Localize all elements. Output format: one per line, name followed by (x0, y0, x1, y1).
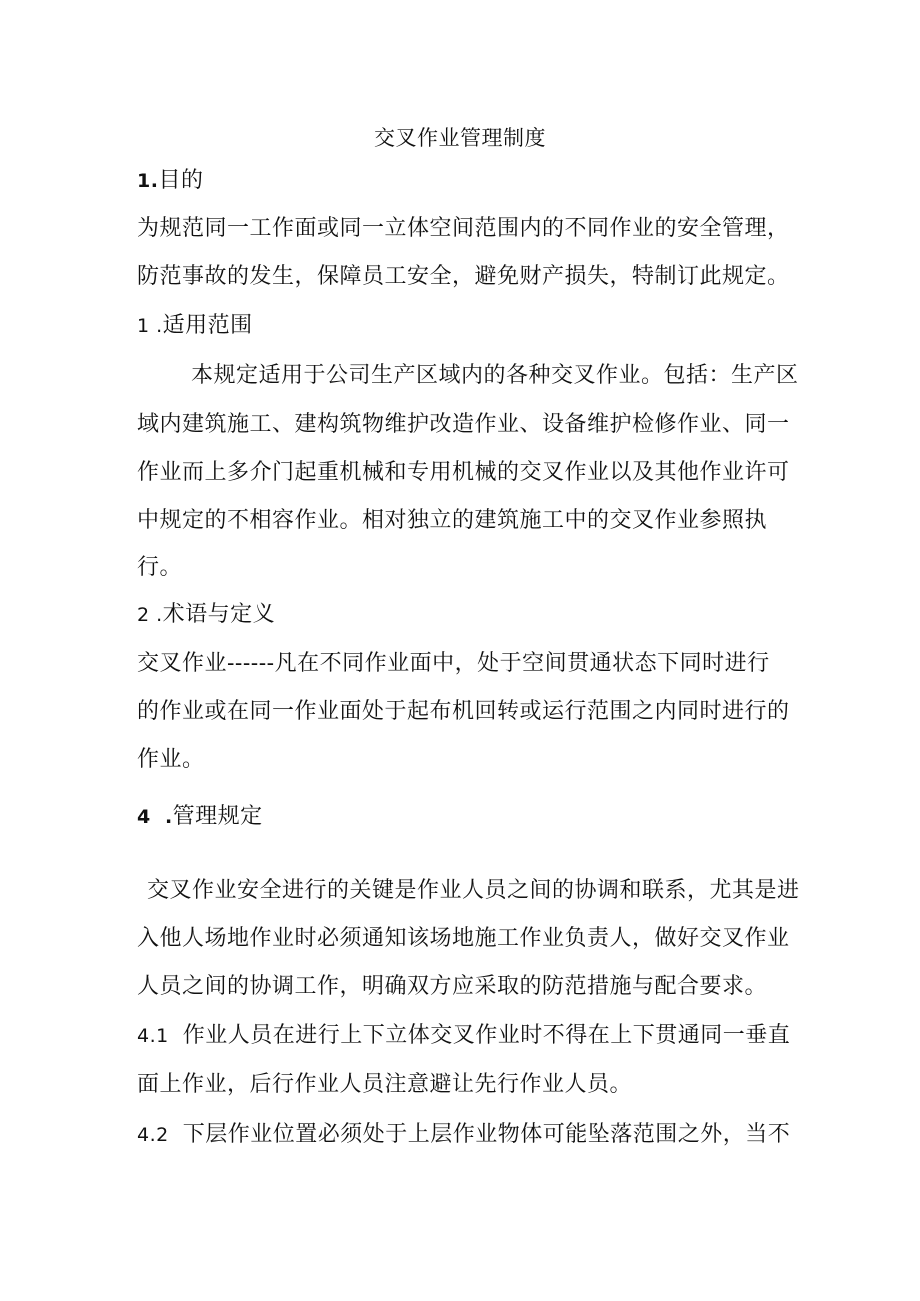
section-heading-text: 适用范围 (162, 313, 253, 338)
section-number: 4 . (137, 806, 173, 828)
paragraph-line: 交叉作业------凡在不同作业面中，处于空间贯通状态下同时进行 (137, 651, 770, 676)
item-text: 下层作业位置必须处于上层作业物体可能坠落范围之外，当不 (182, 1122, 791, 1147)
item-text: 作业人员在进行上下立体交叉作业时不得在上下贯通同一垂直 (182, 1023, 791, 1048)
paragraph-line: 面上作业，后行作业人员注意避让先行作业人员。 (137, 1072, 633, 1097)
paragraph-line: 的作业或在同一作业面处于起布机回转或运行范围之内同时进行的 (137, 699, 790, 724)
item-number: 4.2 (137, 1124, 169, 1146)
section-number: 2 . (137, 604, 163, 626)
section-heading-purpose (137, 166, 203, 196)
section-heading-scope (137, 311, 253, 341)
paragraph-line: 作业。 (137, 747, 205, 772)
section-heading-text: 术语与定义 (162, 602, 276, 627)
item-4-1-line (137, 1021, 790, 1051)
section-heading-text: 目的 (158, 168, 204, 193)
document-title: 交叉作业管理制度 (374, 126, 546, 150)
paragraph-line: 防范事故的发生，保障员工安全，避免财产损失，特制订此规定。 (137, 264, 790, 289)
paragraph-line: 入他人场地作业时必须通知该场地施工作业负责人，做好交叉作业 (137, 926, 790, 951)
paragraph-line: 域内建筑施工、建构筑物维护改造作业、设备维护检修作业、同一 (137, 412, 790, 437)
paragraph-line: 行。 (137, 555, 183, 580)
item-4-2-line (137, 1120, 790, 1150)
paragraph-line: 交叉作业安全进行的关键是作业人员之间的协调和联系，尤其是进 (147, 878, 800, 903)
paragraph-line: 人员之间的协调工作，明确双方应采取的防范措施与配合要求。 (137, 974, 768, 999)
section-heading-rules (137, 802, 263, 832)
paragraph-line: 作业而上多介门起重机械和专用机械的交叉作业以及其他作业许可 (137, 460, 790, 485)
section-heading-terms (137, 600, 275, 630)
paragraph-line: 中规定的不相容作业。相对独立的建筑施工中的交叉作业参照执 (137, 508, 768, 533)
section-number: 1. (137, 170, 159, 192)
paragraph-line: 本规定适用于公司生产区域内的各种交叉作业。包括：生产区 (191, 363, 799, 388)
paragraph-line: 为规范同一工作面或同一立体空间范围内的不同作业的安全管理， (137, 216, 790, 241)
item-number: 4.1 (137, 1025, 169, 1047)
section-number: 1 . (137, 315, 163, 337)
section-heading-text: 管理规定 (172, 804, 263, 829)
